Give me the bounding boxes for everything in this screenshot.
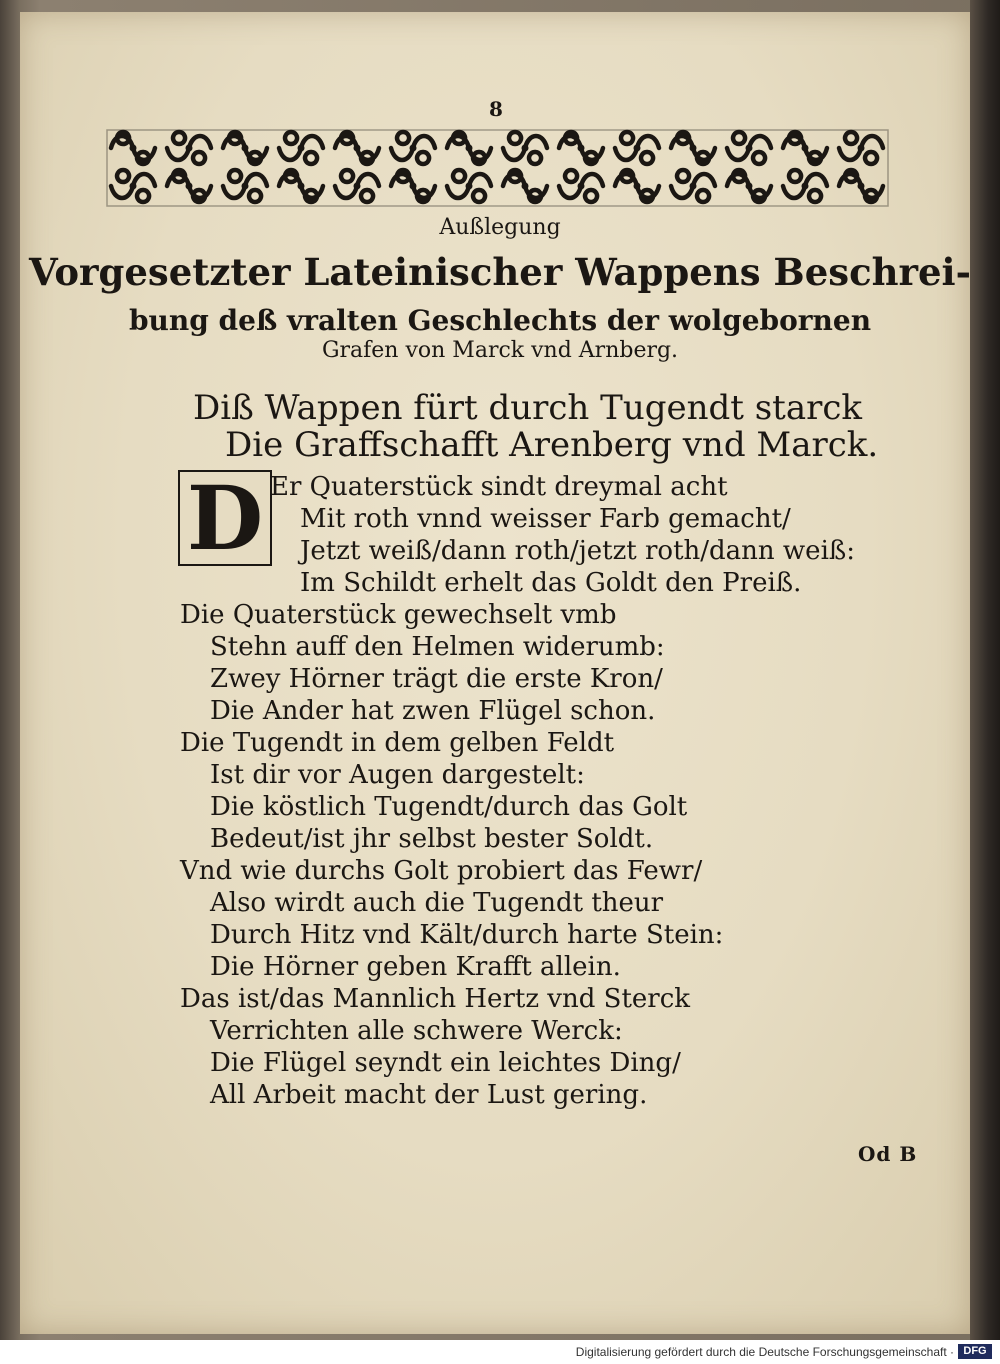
- book-edge: [970, 0, 1000, 1340]
- ornament-motif: [223, 132, 267, 164]
- ornament-motif: [223, 170, 267, 202]
- catchword-signature: Od B: [858, 1142, 918, 1166]
- verse-line: Er Quaterstück sindt dreymal acht: [270, 472, 728, 502]
- verse-line: Die Flügel seyndt ein leichtes Ding/: [210, 1048, 681, 1078]
- ornamental-headpiece: [105, 128, 890, 208]
- verse-line: Die Quaterstück gewechselt vmb: [180, 600, 617, 630]
- verse-line: Zwey Hörner trägt die erste Kron/: [210, 664, 663, 694]
- ornament-motif: [671, 170, 715, 202]
- verse-line: Stehn auff den Helmen widerumb:: [210, 632, 665, 662]
- verse-line: Ist dir vor Augen dargestelt:: [210, 760, 585, 790]
- heading-line-2: Vorgesetzter Lateinischer Wappens Beschrei-: [29, 250, 971, 294]
- heading-line-3: bung deß vralten Geschlechts der wolgebornen: [128, 304, 872, 337]
- ornament-motif: [279, 170, 323, 202]
- verse-line: Das ist/das Mannlich Hertz vnd Sterck: [180, 984, 691, 1014]
- heading-line-4: Grafen von Marck vnd Arnberg.: [321, 338, 679, 363]
- verse-line: Vnd wie durchs Golt probiert das Fewr/: [180, 856, 703, 886]
- verse-line: Die Tugendt in dem gelben Feldt: [180, 728, 615, 758]
- verse-line: Mit roth vnnd weisser Farb gemacht/: [300, 504, 791, 534]
- ornament-motif: [783, 170, 827, 202]
- ornament-motif: [447, 132, 491, 164]
- verse-line: Die köstlich Tugendt/durch das Golt: [210, 792, 688, 822]
- verse-line: Im Schildt erhelt das Goldt den Preiß.: [300, 568, 802, 598]
- ornament-motif: [839, 132, 883, 164]
- ornament-motif: [167, 132, 211, 164]
- ornament-motif: [839, 170, 883, 202]
- ornament-motif: [335, 170, 379, 202]
- ornament-motif: [111, 132, 155, 164]
- heading-line-1: Außlegung: [439, 215, 561, 240]
- motto-line: Die Graffschafft Arenberg vnd Marck.: [225, 425, 879, 465]
- verse-line: Durch Hitz vnd Kält/durch harte Stein:: [210, 920, 724, 950]
- ornament-motif: [727, 170, 771, 202]
- initial-letter: D: [186, 466, 264, 570]
- ornament-motif: [615, 170, 659, 202]
- ornament-motif: [503, 132, 547, 164]
- ornament-motif: [335, 132, 379, 164]
- verse-line: Verrichten alle schwere Werck:: [210, 1016, 623, 1046]
- motto-line: Diß Wappen fürt durch Tugendt starck: [193, 388, 863, 428]
- verse-line: Bedeut/ist jhr selbst bester Soldt.: [210, 824, 654, 854]
- ornament-motif: [559, 132, 603, 164]
- ornament-motif: [671, 132, 715, 164]
- verse-line: Die Ander hat zwen Flügel schon.: [210, 696, 656, 726]
- ornament-motif: [391, 132, 435, 164]
- decorated-initial: [178, 466, 272, 570]
- ornament-motif: [111, 170, 155, 202]
- ornament-motif: [447, 170, 491, 202]
- ornament-motif: [783, 132, 827, 164]
- ornament-motif: [279, 132, 323, 164]
- verse-line: Jetzt weiß/dann roth/jetzt roth/dann weiß:: [300, 536, 856, 566]
- ornament-motif: [503, 170, 547, 202]
- verse-line: Die Hörner geben Krafft allein.: [210, 952, 621, 982]
- funding-notice: Digitalisierung gefördert durch die Deutsche Forschungsgemeinschaft ·: [575, 1345, 954, 1359]
- footer-bar: [0, 1340, 1000, 1364]
- dfg-logo: DFG: [958, 1344, 992, 1359]
- verse-line: Also wirdt auch die Tugendt theur: [210, 888, 664, 918]
- ornament-motif: [391, 170, 435, 202]
- verse-line: All Arbeit macht der Lust gering.: [210, 1080, 648, 1110]
- ornament-motif: [615, 132, 659, 164]
- ornament-motif: [727, 132, 771, 164]
- ornament-motif: [559, 170, 603, 202]
- ornament-motif: [167, 170, 211, 202]
- page-number: 8: [489, 97, 503, 121]
